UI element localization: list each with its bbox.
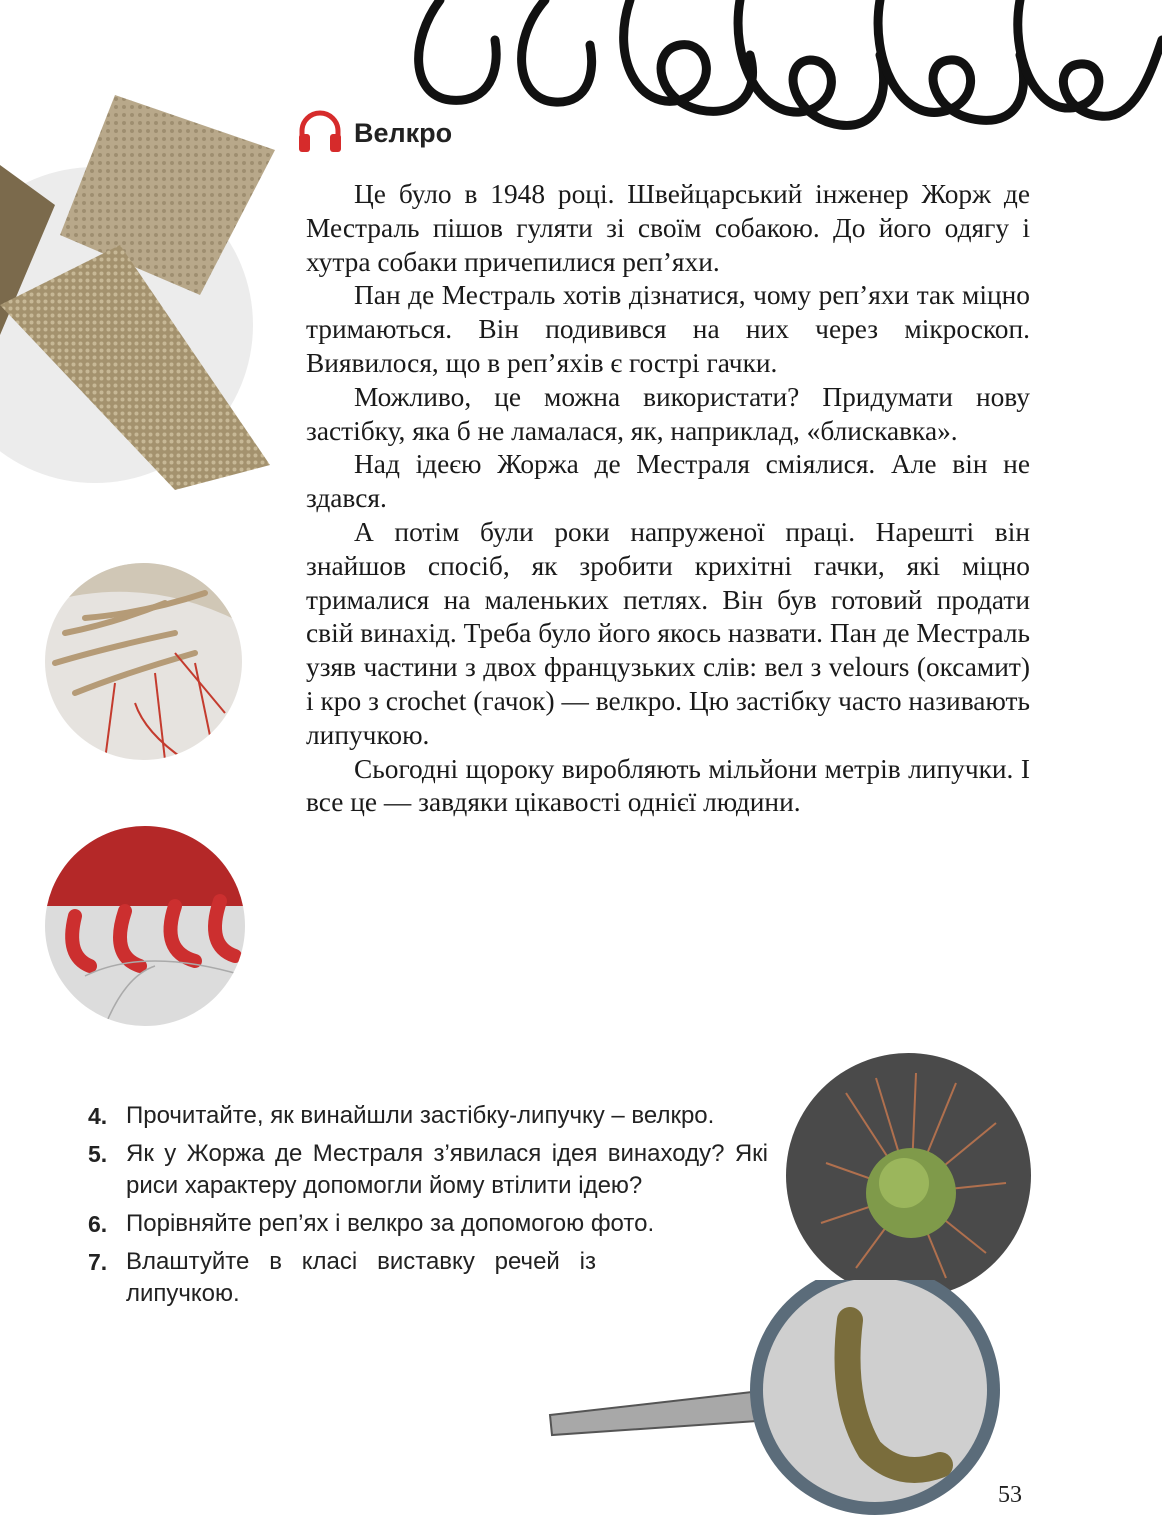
task-number: 4. <box>88 1103 108 1129</box>
task-text: Як у Жоржа де Местраля з’явилася ідея винаходу? Які риси характеру допомогли йому втілити ідею? <box>126 1140 768 1199</box>
headphones-icon[interactable] <box>296 107 344 160</box>
task-number: 7. <box>88 1249 108 1275</box>
red-velcro-loops-photo <box>45 826 245 1026</box>
task-number: 6. <box>88 1211 108 1237</box>
task-text: Прочитайте, як винайшли застібку-липучку – велкро. <box>126 1102 715 1129</box>
task-item <box>88 1100 768 1132</box>
section-heading <box>296 108 452 158</box>
page-number: 53 <box>998 1482 1022 1508</box>
burdock-burr-photo <box>786 1053 1031 1298</box>
task-number: 5. <box>88 1141 108 1167</box>
story-paragraph: А потім були роки напруженої праці. Нарешті він знайшов спосіб, як зробити крихітні гачки, які міцно трималися на маленьких петлях. Він був готовий продати свій винахід. Треба було його якось назвати. Пан де Местраль узяв частини з двох французьких слів: вел з velours (оксамит) і кро з crochet (гачок) — велкро. Цю застібку часто називають липучкою. <box>306 516 1030 750</box>
story-paragraph: Над ідеєю Жоржа де Местраля сміялися. Але він не здався. <box>306 449 1030 514</box>
story-paragraph: Це було в 1948 році. Швейцарський інженер Жорж де Местраль пішов гуляти зі своїм собакою. До його одягу і хутра собаки причепилися реп’яхи. <box>306 179 1030 277</box>
story-paragraph: Пан де Местраль хотів дізнатися, чому реп’яхи так міцно тримаються. Він подивився на них через мікроскоп. Виявилося, що в реп’яхів є гострі гачки. <box>306 280 1030 378</box>
story-text <box>306 178 1030 820</box>
velcro-hooks-closeup-photo <box>45 563 242 760</box>
velcro-strip-photo <box>0 95 275 490</box>
story-paragraph: Сьогодні щороку виробляють мільйони метрів липучки. І все це — завдяки цікавості однієї людини. <box>306 753 1030 818</box>
story-paragraph: Можливо, це можна використати? Придумати нову застібку, яка б не ламалася, як, наприклад, «блискавка». <box>306 381 1030 446</box>
task-list <box>88 1100 768 1316</box>
page-title: Велкро <box>354 117 453 148</box>
task-text: Влаштуйте в класі виставку речей із липучкою. <box>126 1248 596 1307</box>
task-item <box>88 1138 768 1202</box>
decorative-loops <box>380 0 1162 135</box>
task-item <box>88 1208 768 1240</box>
task-text: Порівняйте реп’ях і велкро за допомогою фото. <box>126 1210 655 1237</box>
task-item <box>88 1246 768 1310</box>
magnifying-glass-photo <box>540 1280 1000 1530</box>
